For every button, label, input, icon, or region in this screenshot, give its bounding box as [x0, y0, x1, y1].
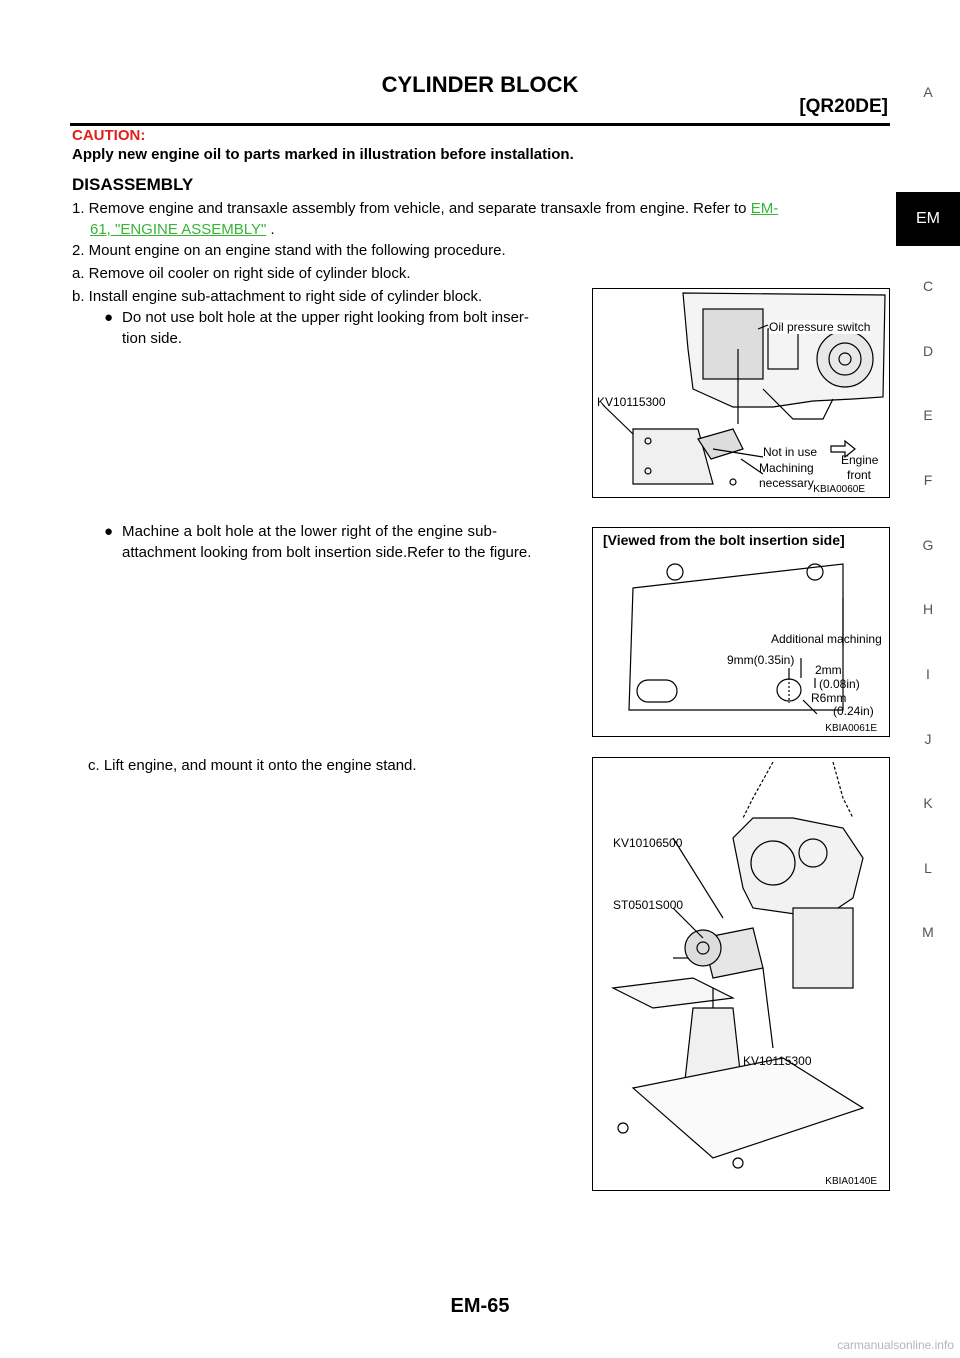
r6mm-inch-label: (0.24in) [833, 704, 874, 718]
step-a: a. Remove oil cooler on right side of cylinder block. [72, 265, 411, 282]
section-heading: DISASSEMBLY [72, 175, 194, 194]
2mm-inch-label: (0.08in) [819, 677, 860, 691]
9mm-label: 9mm(0.35in) [727, 653, 795, 667]
bullet-1-line1: Do not use bolt hole at the upper right looking from bolt inser- [122, 309, 529, 326]
tab-g[interactable]: G [922, 537, 934, 553]
tab-m[interactable]: M [922, 924, 934, 940]
tab-h[interactable]: H [922, 601, 934, 617]
bullet-1-dot: ● [104, 309, 114, 326]
watermark: carmanualsonline.info [837, 1338, 954, 1352]
tab-k[interactable]: K [923, 795, 933, 811]
bullet-1-line2: tion side. [122, 330, 183, 347]
tab-d[interactable]: D [922, 343, 934, 359]
view-heading: [Viewed from the bolt insertion side] [603, 532, 845, 548]
figure-kbia0061e [592, 527, 890, 737]
page-title: CYLINDER BLOCK [381, 72, 579, 97]
step-1-cont [90, 219, 275, 240]
em-61-link-a[interactable]: EM- [750, 200, 779, 217]
step-1-text: 1. Remove engine and transaxle assembly from vehicle, and separate transaxle from engine. Refer to [72, 200, 747, 217]
tab-e[interactable]: E [923, 407, 933, 423]
bullet-2-dot: ● [104, 523, 114, 540]
figure-kbia0140e [592, 757, 890, 1191]
kv10115300-label: KV10115300 [597, 395, 666, 409]
oil-pressure-switch-label: Oil pressure switch [769, 320, 871, 334]
step-b: b. Install engine sub-attachment to right side of cylinder block. [72, 288, 483, 305]
step-c: c. Lift engine, and mount it onto the engine stand. [88, 757, 417, 774]
tab-j[interactable]: J [924, 731, 932, 747]
front-label: front [847, 468, 872, 482]
tab-a[interactable]: A [923, 84, 933, 100]
caution-heading: CAUTION: [72, 127, 146, 144]
step-2: 2. Mount engine on an engine stand with the following procedure. [72, 242, 506, 259]
additional-machining-label: Additional machining [771, 632, 882, 646]
necessary-label: necessary [759, 476, 814, 490]
machining-label: Machining [759, 461, 814, 475]
figure-code: KBIA0060E [813, 484, 865, 495]
tab-c[interactable]: C [922, 278, 934, 294]
kv10115300-label: KV10115300 [743, 1054, 812, 1068]
r6mm-label: R6mm [811, 691, 847, 705]
2mm-label: 2mm [815, 663, 842, 677]
engine-label: Engine [841, 453, 879, 467]
st0501s000-label: ST0501S000 [613, 898, 684, 912]
caution-text: Apply new engine oil to parts marked in illustration before installation. [72, 146, 574, 163]
kv10106500-label: KV10106500 [613, 836, 683, 850]
figure-kbia0060e [592, 288, 890, 498]
tab-l[interactable]: L [924, 860, 932, 876]
header-rule [70, 123, 890, 126]
bullet-2-line2: attachment looking from bolt insertion side.Refer to the figure. [122, 544, 532, 561]
tab-em[interactable]: EM [896, 192, 960, 246]
page-number: EM-65 [450, 1295, 510, 1317]
step-1-end: . [266, 221, 275, 238]
step-1 [72, 198, 892, 219]
figure-code: KBIA0140E [825, 1176, 877, 1187]
tab-f[interactable]: F [923, 472, 933, 488]
bullet-2-line1: Machine a bolt hole at the lower right of the engine sub- [122, 523, 498, 540]
em-61-link-b[interactable]: 61, "ENGINE ASSEMBLY" [90, 221, 267, 238]
not-in-use-label: Not in use [763, 445, 818, 459]
page-subtitle: [QR20DE] [799, 96, 888, 117]
figure-code: KBIA0061E [825, 723, 877, 734]
tab-i[interactable]: I [926, 666, 930, 682]
engine-stand-illustration [593, 758, 888, 1189]
